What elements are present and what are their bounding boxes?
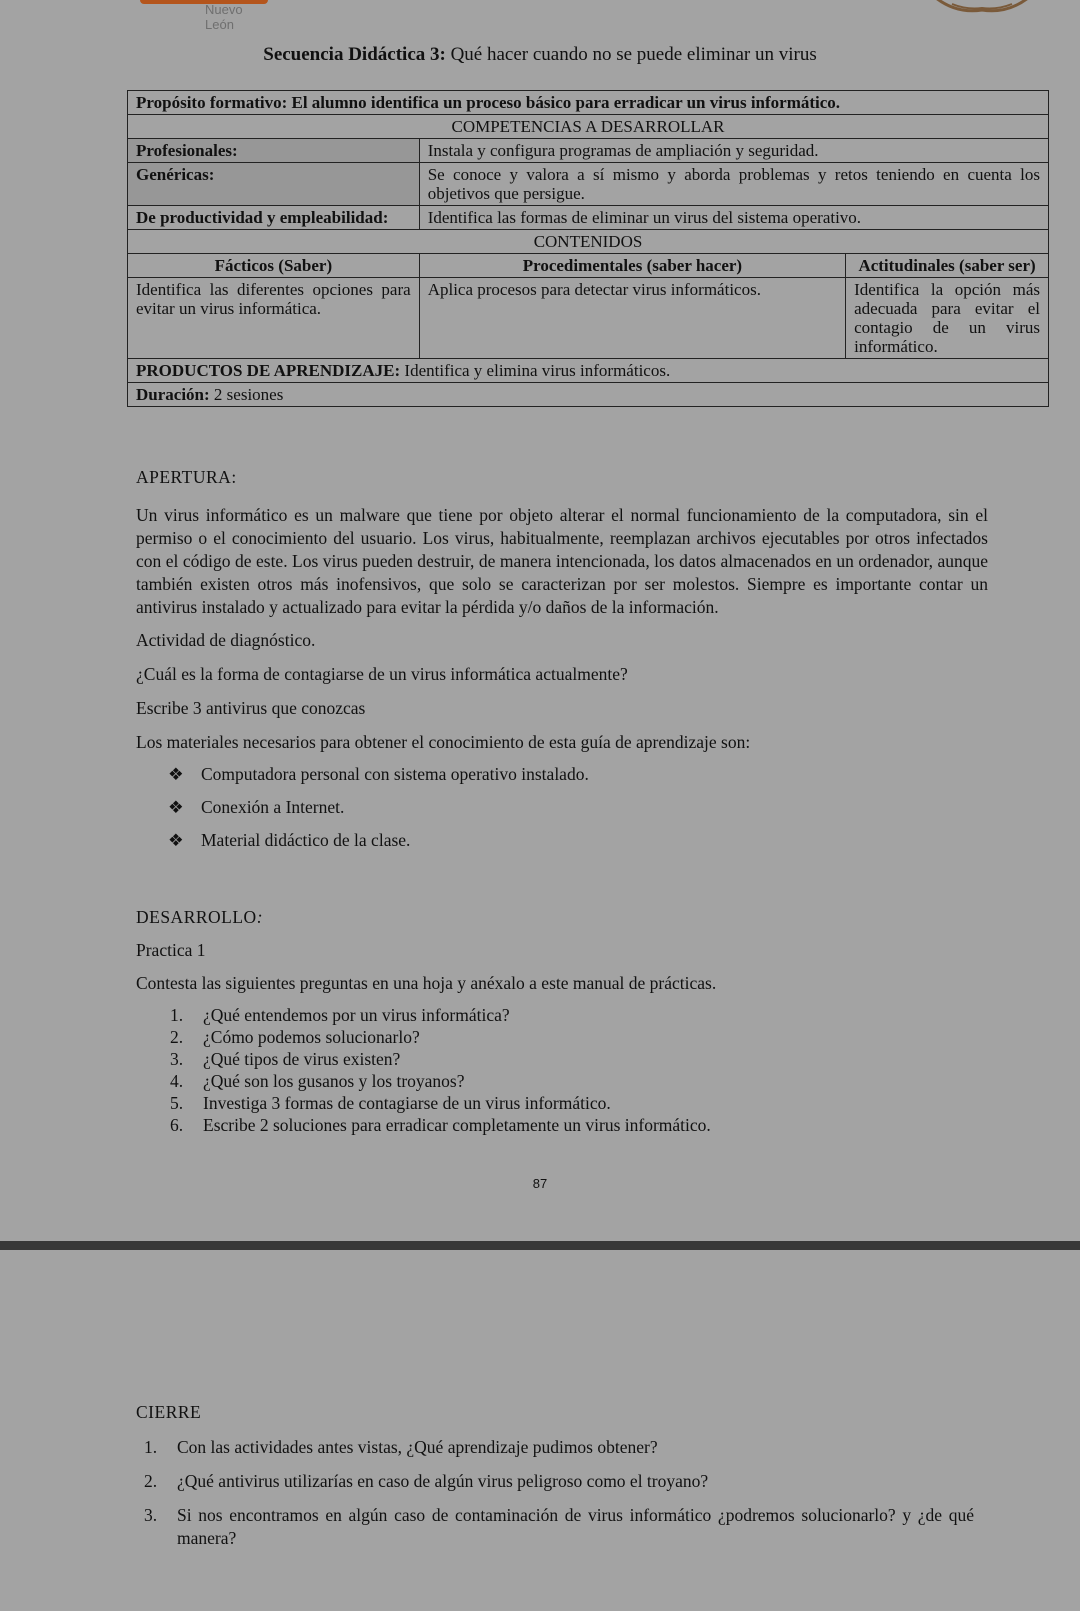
list-item-text: Con las actividades antes vistas, ¿Qué aprendizaje pudimos obtener?: [177, 1437, 658, 1457]
sequence-title-text: Qué hacer cuando no se puede eliminar un virus: [445, 44, 817, 65]
page-divider: [0, 1241, 1080, 1250]
list-item: [144, 1470, 974, 1493]
diamond-bullet-icon: ❖: [168, 764, 184, 784]
list-item-text: ¿Qué antivirus utilizarías en caso de algún virus peligroso como el troyano?: [177, 1471, 709, 1491]
col-header-actitudinales-text: Actitudinales (saber ser): [858, 256, 1036, 275]
list-item: [170, 1048, 988, 1070]
table-row: [128, 91, 1049, 115]
genericas-label: [128, 163, 420, 206]
list-item-text: Si nos encontramos en algún caso de contaminación de virus informático ¿podremos solucionarlo? y ¿de qué manera?: [177, 1505, 974, 1548]
sequence-title: [0, 44, 1080, 66]
table-row: [128, 278, 1049, 359]
apertura-heading: APERTURA:: [136, 467, 237, 487]
cierre-section: [136, 1401, 988, 1561]
list-item: [170, 1092, 988, 1114]
col-header-actitudinales: [846, 254, 1049, 278]
duracion-label: Duración:: [136, 385, 210, 404]
list-item: [170, 1114, 988, 1136]
table-row: [128, 115, 1049, 139]
list-number: 6.: [170, 1115, 184, 1135]
list-number: 3.: [144, 1505, 158, 1525]
productos-cell: [128, 359, 1049, 383]
list-item: [170, 1026, 988, 1048]
list-item: [170, 1070, 988, 1092]
productividad-text: Identifica las formas de eliminar un virus del sistema operativo.: [419, 206, 1048, 230]
contenidos-header: CONTENIDOS: [128, 230, 1049, 254]
list-item-text: ¿Qué tipos de virus existen?: [203, 1049, 401, 1069]
diamond-bullet-icon: ❖: [168, 797, 184, 817]
list-number: 2.: [144, 1471, 158, 1491]
col-header-facticos: [128, 254, 420, 278]
actitudinales-text: Identifica la opción más adecuada para evitar el contagio de un virus informático.: [846, 278, 1049, 359]
table-row: [128, 254, 1049, 278]
materiales-list: [168, 763, 988, 862]
institution-logo: [140, 0, 270, 32]
list-number: 4.: [170, 1071, 184, 1091]
list-item-text: ¿Cómo podemos solucionarlo?: [203, 1027, 420, 1047]
antivirus-prompt: Escribe 3 antivirus que conozcas: [136, 698, 366, 718]
apertura-intro: Un virus informático es un malware que tiene por objeto alterar el normal funcionamiento de la computadora, sin el permiso o el conocimiento del usuario. Los virus, habitualmente, reemplazan archivos ejecutables por otros infectados con el código de este. Los virus pueden destruir, de manera intencionada, los datos almacenados en un ordenador, aunque también existen otros más inofensivos, que solo se caracterizan por ser molestos. Siempre es importante contar un antivirus instalado y actualizado para evitar la pérdida y/o daños de la información.: [136, 505, 988, 617]
profesionales-label: [128, 139, 420, 163]
practica-questions: [170, 1004, 988, 1136]
materiales-intro: Los materiales necesarios para obtener el conocimiento de esta guía de aprendizaje son:: [136, 732, 751, 752]
cierre-questions: [144, 1436, 974, 1550]
list-item-text: ¿Qué entendemos por un virus informática?: [203, 1005, 510, 1025]
col-header-procedimentales: [419, 254, 845, 278]
diamond-bullet-icon: ❖: [168, 830, 184, 850]
duracion-cell: [128, 383, 1049, 407]
table-row: [128, 359, 1049, 383]
productividad-label: [128, 206, 420, 230]
profesionales-text: Instala y configura programas de ampliación y seguridad.: [419, 139, 1048, 163]
list-item-text: Computadora personal con sistema operativo instalado.: [201, 764, 589, 784]
list-item: [168, 763, 988, 796]
profesionales-label-text: Profesionales:: [136, 141, 238, 160]
table-row: [128, 163, 1049, 206]
productos-label: PRODUCTOS DE APRENDIZAJE:: [136, 361, 401, 380]
table-row: [128, 383, 1049, 407]
list-number: 1.: [170, 1005, 184, 1025]
list-item-text: Escribe 2 soluciones para erradicar completamente un virus informático.: [203, 1115, 711, 1135]
table-row: [128, 206, 1049, 230]
productos-text: Identifica y elimina virus informáticos.: [400, 361, 671, 380]
table-row: [128, 230, 1049, 254]
desarrollo-heading: [136, 906, 988, 929]
desarrollo-heading-colon: :: [256, 907, 264, 927]
procedimentales-text: Aplica procesos para detectar virus informáticos.: [419, 278, 845, 359]
table-row: [128, 139, 1049, 163]
apertura-section: [136, 466, 988, 862]
page-number: 87: [532, 1176, 548, 1191]
productividad-label-text: De productividad y empleabilidad:: [136, 208, 389, 227]
diagnostic-question: ¿Cuál es la forma de contagiarse de un virus informática actualmente?: [136, 664, 628, 684]
book-emblem-icon: [932, 0, 1032, 20]
competencias-header: COMPETENCIAS A DESARROLLAR: [128, 115, 1049, 139]
facticos-text: Identifica las diferentes opciones para evitar un virus informática.: [128, 278, 420, 359]
desarrollo-section: [136, 906, 988, 1136]
list-item-text: ¿Qué son los gusanos y los troyanos?: [203, 1071, 465, 1091]
list-number: 5.: [170, 1093, 184, 1113]
list-item: [168, 796, 988, 829]
list-item: [144, 1504, 974, 1550]
col-header-facticos-text: Fácticos (Saber): [214, 256, 333, 275]
desarrollo-heading-text: DESARROLLO: [136, 907, 257, 927]
proposito-cell: [128, 91, 1049, 115]
list-item-text: Material didáctico de la clase.: [201, 830, 411, 850]
list-item-text: Investiga 3 formas de contagiarse de un virus informático.: [203, 1093, 611, 1113]
list-item: [144, 1436, 974, 1459]
list-number: 1.: [144, 1437, 158, 1457]
list-item-text: Conexión a Internet.: [201, 797, 345, 817]
sequence-title-label: Secuencia Didáctica 3:: [263, 44, 446, 65]
proposito-text: Propósito formativo: El alumno identifica un proceso básico para erradicar un virus informático.: [136, 93, 841, 112]
practica-instruction: Contesta las siguientes preguntas en una hoja y anéxalo a este manual de prácticas.: [136, 973, 717, 993]
cierre-heading: CIERRE: [136, 1402, 202, 1422]
genericas-text: Se conoce y valora a sí mismo y aborda problemas y retos teniendo en cuenta los objetivos que persigue.: [419, 163, 1048, 206]
list-item: [168, 829, 988, 862]
duracion-text: 2 sesiones: [209, 385, 284, 404]
col-header-procedimentales-text: Procedimentales (saber hacer): [522, 256, 743, 275]
list-item: [170, 1004, 988, 1026]
didactic-plan-table: [127, 90, 1049, 407]
list-number: 2.: [170, 1027, 184, 1047]
actividad-diagnostico: Actividad de diagnóstico.: [136, 630, 316, 650]
practica-label: Practica 1: [136, 940, 206, 960]
list-number: 3.: [170, 1049, 184, 1069]
logo-subtitle: Nuevo León: [205, 2, 243, 32]
genericas-label-text: Genéricas:: [136, 165, 215, 184]
